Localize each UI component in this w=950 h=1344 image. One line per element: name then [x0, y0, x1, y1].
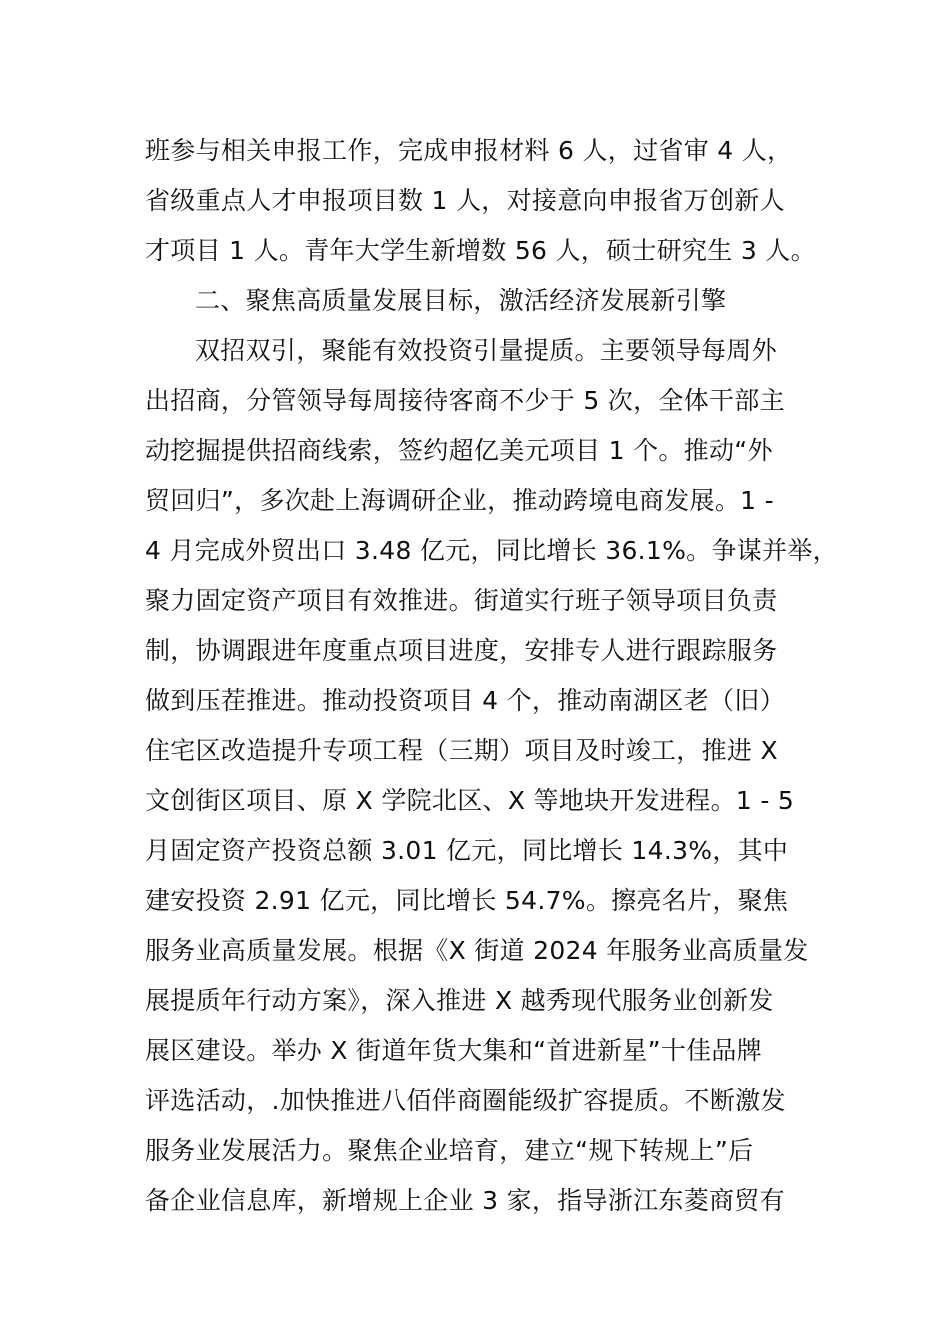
text-line: 班参与相关申报工作，完成申报材料 6 人，过省审 4 人，	[145, 136, 793, 165]
text-line: 才项目 1 人。青年大学生新增数 56 人，硕士研究生 3 人。	[145, 236, 816, 265]
text-line: 服务业发展活力。聚焦企业培育，建立“规下转规上”后	[145, 1136, 754, 1165]
text-line: 出招商，分管领导每周接待客商不少于 5 次，全体干部主	[145, 386, 785, 415]
text-line: 做到压茬推进。推动投资项目 4 个，推动南湖区老（旧）	[145, 686, 785, 715]
text-line: 贸回归”，多次赴上海调研企业，推动跨境电商发展。1 -	[145, 486, 774, 515]
text-line: 制，协调跟进年度重点项目进度，安排专人进行跟踪服务	[145, 636, 778, 665]
text-line: 服务业高质量发展。根据《X 街道 2024 年服务业高质量发	[145, 936, 809, 965]
text-line: 文创街区项目、原 X 学院北区、X 等地块开发进程。1 - 5	[145, 786, 795, 815]
text-line: 建安投资 2.91 亿元，同比增长 54.7%。擦亮名片，聚焦	[145, 886, 789, 915]
text-line: 住宅区改造提升专项工程（三期）项目及时竣工，推进 X	[145, 736, 778, 765]
text-line: 展区建设。举办 X 街道年货大集和“首进新星”十佳品牌	[145, 1036, 763, 1065]
text-line: 省级重点人才申报项目数 1 人，对接意向申报省万创新人	[145, 186, 785, 215]
text-line: 聚力固定资产项目有效推进。街道实行班子领导项目负责	[145, 586, 778, 615]
section-heading: 二、聚焦高质量发展目标，激活经济发展新引擎	[195, 286, 727, 315]
paragraph-first-line: 双招双引，聚能有效投资引量提质。主要领导每周外	[195, 336, 777, 365]
text-line: 月固定资产投资总额 3.01 亿元，同比增长 14.3%，其中	[145, 836, 789, 865]
text-line: 备企业信息库，新增规上企业 3 家，指导浙江东菱商贸有	[145, 1186, 785, 1215]
text-line: 评选活动，.加快推进八佰伴商圈能级扩容提质。不断激发	[145, 1086, 786, 1115]
text-line: 展提质年行动方案》，深入推进 X 越秀现代服务业创新发	[145, 986, 774, 1015]
text-line: 4 月完成外贸出口 3.48 亿元，同比增长 36.1%。争谋并举，	[145, 536, 838, 565]
text-line: 动挖掘提供招商线索，签约超亿美元项目 1 个。推动“外	[145, 436, 773, 465]
